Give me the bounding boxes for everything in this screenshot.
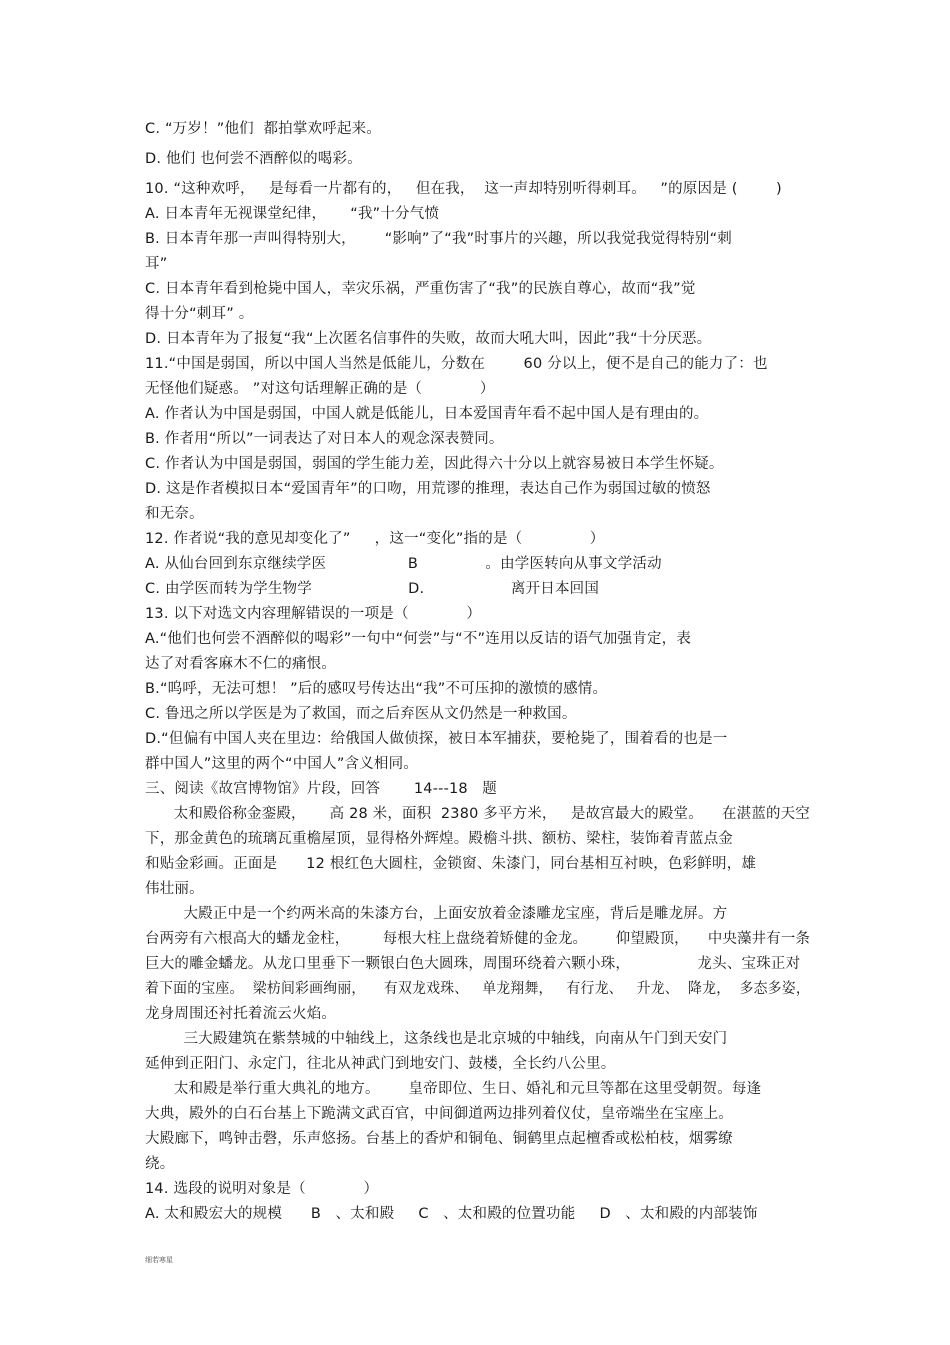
text-line: C. 由学医而转为学生物学 D. 离开日本回国 [145, 581, 600, 597]
text-line: 无怪他们疑惑。 ”对这句话理解正确的是（ ） [145, 381, 495, 397]
text-line: 得十分“刺耳” 。 [145, 306, 254, 322]
text-line: 10. “这种欢呼， 是每看一片都有的， 但在我， 这一声却特别听得刺耳。 ”的原因是 ( ) [145, 181, 782, 197]
text-line: 三、阅读《故宫博物馆》片段，回答 14---18 题 [145, 781, 497, 797]
text-line: C. “万岁！”他们 都拍掌欢呼起来。 [145, 121, 382, 137]
text-line: A.“他们也何尝不酒醉似的喝彩”一句中“何尝”与“不”连用以反诘的语气加强肯定，表 [145, 631, 692, 647]
text-line: A. 从仙台回到东京继续学医 B 。由学医转向从事文学活动 [145, 556, 662, 572]
text-line: 大典，殿外的白石台基上下跪满文武百官，中间御道两边排列着仪仗，皇帝端坐在宝座上。 [145, 1106, 733, 1122]
text-line: B.“呜呼，无法可想！ ”后的感叹号传达出“我”不可压抑的激愤的感情。 [145, 681, 608, 697]
text-line: 和贴金彩画。正面是 12 根红色大圆柱，金锁窗、朱漆门，同台基相互衬映，色彩鲜明，雄 [145, 856, 757, 872]
text-line: D. 他们 也何尝不酒醉似的喝彩。 [145, 151, 362, 167]
text-line: 和无奈。 [145, 506, 204, 522]
page-footer: 细若寒星 [145, 1256, 173, 1264]
text-line: 太和殿俗称金銮殿， 高 28 米，面积 2380 多平方米， 是故宫最大的殿堂。 在湛蓝的天空 [145, 806, 810, 822]
text-line: 13. 以下对选文内容理解错误的一项是（ ） [145, 606, 482, 622]
text-line: 群中国人”这里的两个“中国人”含义相同。 [145, 756, 419, 772]
text-line: C. 鲁迅之所以学医是为了救国，而之后弃医从文仍然是一种救国。 [145, 706, 577, 722]
text-line: B. 作者用“所以”一词表达了对日本人的观念深表赞同。 [145, 431, 504, 447]
text-line: 伟壮丽。 [145, 881, 204, 897]
text-line: 三大殿建筑在紫禁城的中轴线上，这条线也是北京城的中轴线，向南从午门到天安门 [145, 1031, 728, 1047]
text-line: 下，那金黄色的琉璃瓦重檐屋顶，显得格外辉煌。殿檐斗拱、额枋、梁柱，装饰着青蓝点金 [145, 831, 733, 847]
text-line: 达了对看客麻木不仁的痛恨。 [145, 656, 337, 672]
text-line: 台两旁有六根高大的蟠龙金柱， 每根大柱上盘绕着矫健的金龙。 仰望殿顶， 中央藻井有一条 [145, 931, 811, 947]
text-line: 14. 选段的说明对象是（ ） [145, 1181, 379, 1197]
text-line: 大殿廊下，鸣钟击磬，乐声悠扬。台基上的香炉和铜龟、铜鹤里点起檀香或松柏枝，烟雾缭 [145, 1131, 733, 1147]
text-line: A. 作者认为中国是弱国，中国人就是低能儿，日本爱国青年看不起中国人是有理由的。 [145, 406, 709, 422]
text-line: 延伸到正阳门、永定门，往北从神武门到地安门、鼓楼，全长约八公里。 [145, 1056, 616, 1072]
text-line: A. 日本青年无视课堂纪律， “我”十分气愤 [145, 206, 440, 222]
text-line: 巨大的雕金蟠龙。从龙口里垂下一颗银白色大圆珠，周围环绕着六颗小珠， 龙头、宝珠正对 [145, 956, 801, 972]
text-line: 11.“中国是弱国，所以中国人当然是低能儿，分数在 60 分以上，便不是自己的能力了：也 [145, 356, 768, 372]
text-line: D. 日本青年为了报复“我“上次匿名信事件的失败，故而大吼大叫，因此”我“十分厌恶。 [145, 331, 712, 347]
text-line: 龙身周围还衬托着流云火焰。 [145, 1006, 337, 1022]
text-line: B. 日本青年那一声叫得特别大， “影响”了“我”时事片的兴趣，所以我觉我觉得特别“刺 [145, 231, 732, 247]
text-line: C. 日本青年看到枪毙中国人，幸灾乐祸，严重伤害了“我”的民族自尊心，故而“我”觉 [145, 281, 696, 297]
text-line: 绕。 [145, 1156, 175, 1172]
text-line: 着下面的宝座。 梁枋间彩画绚丽， 有双龙戏珠、 单龙翔舞， 有行龙、 升龙、 降龙， 多态多姿， [145, 981, 810, 997]
text-line: 太和殿是举行重大典礼的地方。 皇帝即位、生日、婚礼和元旦等都在这里受朝贺。每逢 [145, 1081, 762, 1097]
text-line: 12. 作者说“我的意见却变化了” ，这一“变化”指的是（ ） [145, 531, 605, 547]
text-line: D.“但偏有中国人夹在里边：给俄国人做侦探，被日本军捕获，要枪毙了，围着看的也是一 [145, 731, 728, 747]
text-line: 大殿正中是一个约两米高的朱漆方台，上面安放着金漆雕龙宝座，背后是雕龙屏。方 [145, 906, 728, 922]
text-line: A. 太和殿宏大的规模 B 、太和殿 C 、太和殿的位置功能 D 、太和殿的内部装饰 [145, 1206, 758, 1222]
text-line: C. 作者认为中国是弱国，弱国的学生能力差，因此得六十分以上就容易被日本学生怀疑。 [145, 456, 724, 472]
text-line: 耳” [145, 256, 168, 272]
text-line: D. 这是作者模拟日本“爱国青年”的口吻，用荒谬的推理，表达自己作为弱国过敏的愤怒 [145, 481, 711, 497]
